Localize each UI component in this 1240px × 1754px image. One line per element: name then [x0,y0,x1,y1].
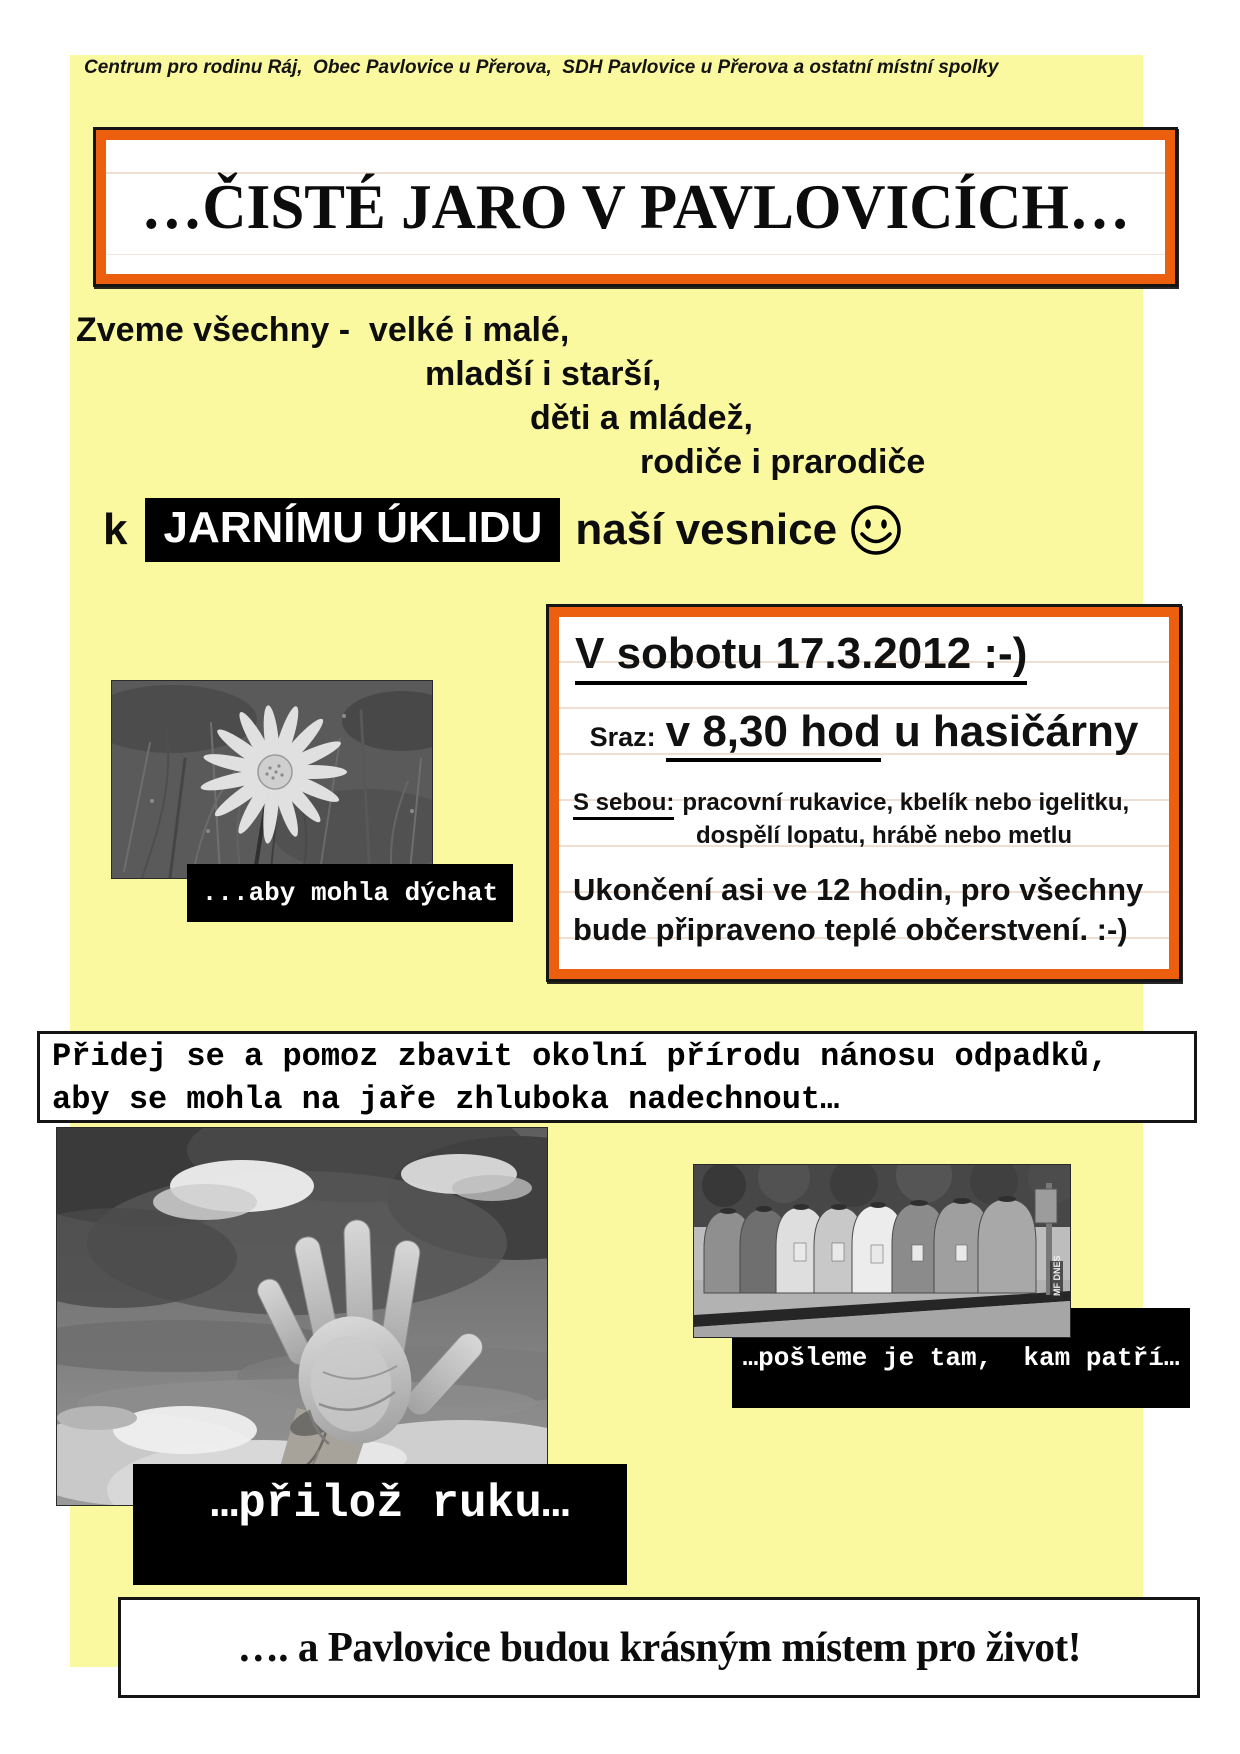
meeting-time: v 8,30 hod [666,707,881,762]
daisy-caption: ...aby mohla dýchat [187,864,513,922]
title-box [93,127,1178,287]
join-line-2: aby se mohla na jaře zhluboka nadechnout… [52,1081,840,1118]
invitation-lines [76,308,925,484]
footer-slogan: …. a Pavlovice budou krásným místem pro život! [237,1624,1081,1671]
closing-info [573,870,1157,950]
reaching-hand-photo [57,1128,547,1505]
invite-line: rodiče i prarodiče [640,443,926,481]
recycling-containers-photo [694,1165,1070,1337]
bring-with-you [571,786,1157,852]
containers-caption: …pošleme je tam, kam patří… [732,1308,1190,1408]
smiley-face-icon [849,503,903,557]
invite-line: Zveme všechny - velké i malé, [76,311,570,349]
poster-title: …ČISTÉ JARO V PAVLOVICÍCH… [141,171,1130,242]
cleanup-prefix: k [103,505,128,554]
invite-line: děti a mládež, [530,399,753,437]
daisy-photo [112,681,432,878]
photo-watermark: MF DNES [1052,1255,1062,1296]
meeting-label: Sraz: [589,722,656,752]
event-details-inner [549,607,1179,979]
event-date: V sobotu 17.3.2012 :-) [575,629,1027,685]
cleanup-highlight: JARNÍMU ÚKLIDU [145,498,560,562]
hand-caption: …přilož ruku… [133,1464,627,1585]
cleanup-suffix: naší vesnice [575,505,838,554]
footer-slogan-box [118,1597,1200,1698]
join-line-1: Přidej se a pomoz zbavit okolní přírodu nánosu odpadků, [52,1038,1109,1075]
container-bells [704,1199,1036,1293]
invite-line: mladší i starší, [425,355,662,393]
title-box-inner [96,130,1175,284]
closing-line-1: Ukončení asi ve 12 hodin, pro všechny [573,872,1144,907]
bring-line [571,786,1157,819]
join-appeal-box [37,1031,1197,1123]
daisy-photo-graphic [112,681,432,878]
closing-line-2: bude připraveno teplé občerstvení. :-) [573,912,1128,947]
meeting-place: u hasičárny [893,707,1139,756]
organizers-header: Centrum pro rodinu Ráj, Obec Pavlovice u Přerova, SDH Pavlovice u Přerova a ostatní místní spolky [84,57,999,78]
meeting-line [571,707,1157,762]
hand-photo-graphic [57,1128,547,1505]
bring-items-2: dospělí lopatu, hrábě nebo metlu [695,822,1073,849]
cleanup-call-line [103,496,903,564]
bring-label: S sebou: [573,789,674,820]
containers-photo-graphic [694,1165,1070,1337]
event-details-box [546,604,1182,982]
bring-items-1: pracovní rukavice, kbelík nebo igelitku, [682,789,1130,816]
